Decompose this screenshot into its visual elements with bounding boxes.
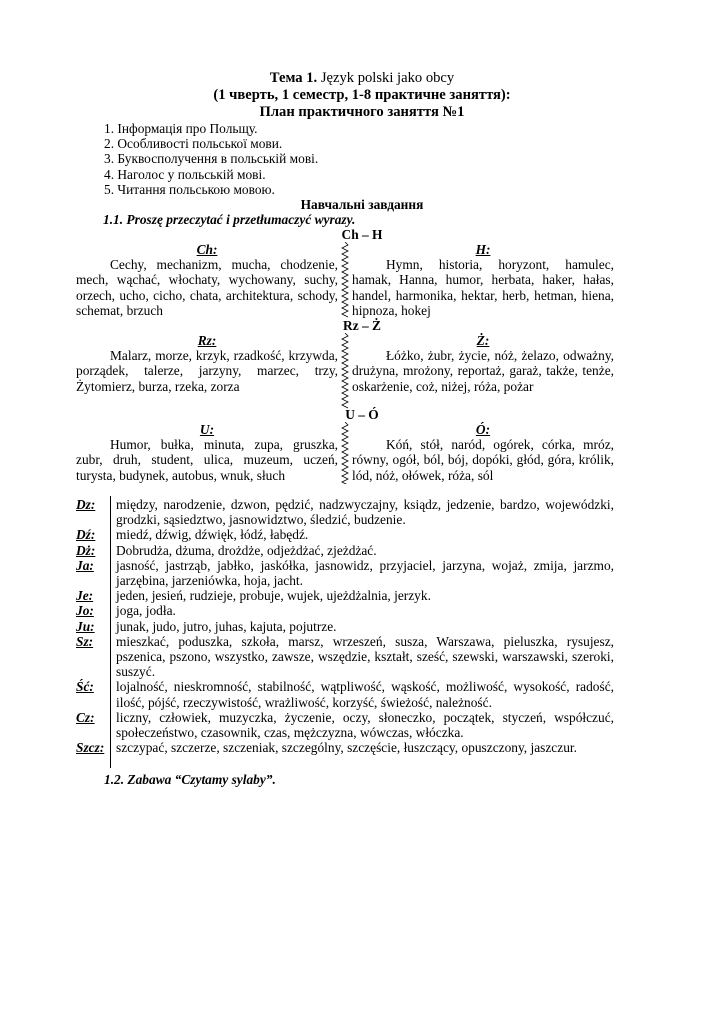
column-heading: H: xyxy=(475,242,491,257)
table-row xyxy=(76,740,614,755)
row-words: jeden, jesień, rudzieje, probuje, wujek, ujeżdżalnia, jerzyk. xyxy=(116,588,431,604)
title-text: Język polski jako obcy xyxy=(317,70,455,86)
row-label: Jo: xyxy=(76,603,94,619)
column-o xyxy=(352,422,614,483)
column-divider xyxy=(340,422,350,484)
row-words: lojalność, nieskromność, stabilność, wątpliwość, wąskość, możliwość, wysokość, radość, ilość, pójść, rzeczywistość, wrażliwość, korzyść, świeżość, należność. xyxy=(116,679,614,710)
row-label: Cz: xyxy=(76,709,95,725)
word-list: Cechy, mechanizm, mucha, chodzenie, mech, wąchać, włochaty, wychowany, suchy, orzech, ucho, cicho, chata, architektura, schody, schemat, brzuch xyxy=(76,257,338,318)
table-row xyxy=(76,497,614,527)
row-label: Je: xyxy=(76,588,94,604)
row-words: mieszkać, poduszka, szkoła, marsz, wrzeszeń, susza, Warszawa, pieluszka, rysujesz, pszenica, pszono, wszystko, zawsze, wszędzie, kształt, sześć, szewski, warszawski, szeroki, suszyć. xyxy=(116,633,614,680)
row-words: szczypać, szczerze, szczeniak, szczególny, szczęście, łuszczący, opuszczony, jaszczur. xyxy=(116,740,577,756)
column-heading: Ó: xyxy=(475,422,491,437)
title-line-2: (1 чверть, 1 семестр, 1-8 практичне заняття): xyxy=(213,87,511,103)
row-label: Sz: xyxy=(76,633,94,649)
row-words: między, narodzenie, dzwon, pędzić, nadzwyczajny, ksiądz, jedzenie, bardzo, wojewódzki, grodzki, sąsiedztwo, jasnowidztwo, śledzić, budzenie. xyxy=(116,497,614,528)
task-1-heading: 1.1. Proszę przeczytać i przetłumaczyć wyrazy. xyxy=(103,212,356,227)
row-words: miedź, dźwig, dźwięk, łódź, łabędź. xyxy=(116,527,309,543)
row-words: Dobrudża, dżuma, drożdże, odjeżdżać, zjeżdżać. xyxy=(116,542,377,558)
pair-heading-u-o: U – Ó xyxy=(345,407,379,422)
squiggle-divider-icon xyxy=(340,422,350,484)
task-2-heading: 1.2. Zabawa “Czytamy sylaby”. xyxy=(104,772,276,787)
row-words: joga, jodła. xyxy=(116,603,176,619)
row-label: Dż: xyxy=(76,542,96,558)
row-words: liczny, człowiek, muzyczka, życzenie, oczy, słoneczko, początek, styczeń, współczuć, społeczeństwo, czasownik, czas, mężczyzna, wówczas, włóczka. xyxy=(116,709,614,741)
row-words: jasność, jastrząb, jabłko, jaskółka, jasnowidz, przyjaciel, jarzyna, wojaż, zmija, jarzmo, jarzębina, jarzeniówka, hoja, jacht. xyxy=(116,557,614,589)
table-row xyxy=(76,588,614,603)
plan-item: 1. Інформація про Польщу. xyxy=(104,121,258,136)
table-row xyxy=(76,619,614,634)
column-u xyxy=(76,422,338,483)
column-heading: Ż: xyxy=(476,333,490,348)
table-row xyxy=(76,710,614,740)
word-list: Humor, bułka, minuta, zupa, gruszka, zubr, druh, student, ulica, muzeum, uczeń, turysta, budynek, autobus, wnuk, słuch xyxy=(76,437,338,483)
squiggle-divider-icon xyxy=(340,333,350,409)
word-list: Łóżko, żubr, życie, nóż, żelazo, odważny, drużyna, mrożony, reportaż, garaż, także, tenże, oskarżenie, coż, niżej, róża, pożar xyxy=(352,348,614,394)
squiggle-divider-icon xyxy=(340,242,350,318)
row-label: Ść: xyxy=(76,679,94,695)
column-z xyxy=(352,333,614,394)
table-row xyxy=(76,603,614,618)
pair-heading-ch-h: Ch – H xyxy=(341,227,383,242)
plan-item: 2. Особливості польської мови. xyxy=(104,136,283,152)
row-label: Dź: xyxy=(76,527,96,543)
section-heading: Навчальні завдання xyxy=(300,197,424,212)
column-divider xyxy=(340,333,350,409)
column-h xyxy=(352,242,614,318)
pair-columns-u-o xyxy=(76,422,614,484)
row-label: Ja: xyxy=(76,557,94,573)
column-rz xyxy=(76,333,338,394)
column-heading: U: xyxy=(199,422,215,437)
pair-columns-rz-z xyxy=(76,333,614,409)
row-label: Ju: xyxy=(76,618,95,634)
word-list: Malarz, morze, krzyk, rzadkość, krzywda, porządek, talerze, jarzyny, marzec, trzy, Żytomierz, burza, rzeka, zorza xyxy=(76,348,338,394)
title-number: Тема 1. xyxy=(269,70,318,86)
combination-table xyxy=(76,497,614,755)
column-heading: Ch: xyxy=(196,242,218,257)
column-heading: Rz: xyxy=(197,333,217,348)
table-row xyxy=(76,527,614,542)
column-ch xyxy=(76,242,338,318)
column-divider xyxy=(340,242,350,318)
table-row xyxy=(76,679,614,709)
plan-list xyxy=(102,121,622,197)
plan-item: 4. Наголос у польській мові. xyxy=(104,166,266,182)
plan-item: 5. Читання польською мовою. xyxy=(104,181,275,197)
row-words: junak, judo, jutro, juhas, kajuta, pojutrze. xyxy=(116,618,337,634)
row-label: Dz: xyxy=(76,497,96,512)
table-row xyxy=(76,543,614,558)
title-line-3: План практичного заняття №1 xyxy=(259,104,465,120)
row-label: Szcz: xyxy=(76,740,105,756)
pair-heading-rz-z: Rz – Ż xyxy=(343,318,381,333)
title-line-1 xyxy=(102,70,622,87)
word-list: Kóń, stół, naród, ogórek, córka, mróz, równy, ogół, ból, bój, dopóki, głód, góra, królik, lód, nóż, ołówek, róża, sól xyxy=(352,437,614,483)
plan-item: 3. Буквосполучення в польській мові. xyxy=(104,151,319,167)
table-row xyxy=(76,558,614,588)
table-row xyxy=(76,634,614,680)
word-list: Hymn, historia, horyzont, hamulec, hamak, Hanna, humor, herbata, haker, hałas, handel, harmonika, hektar, herb, hetman, hiena, hipnoza, hokej xyxy=(352,257,614,318)
pair-columns-ch-h xyxy=(76,242,614,318)
